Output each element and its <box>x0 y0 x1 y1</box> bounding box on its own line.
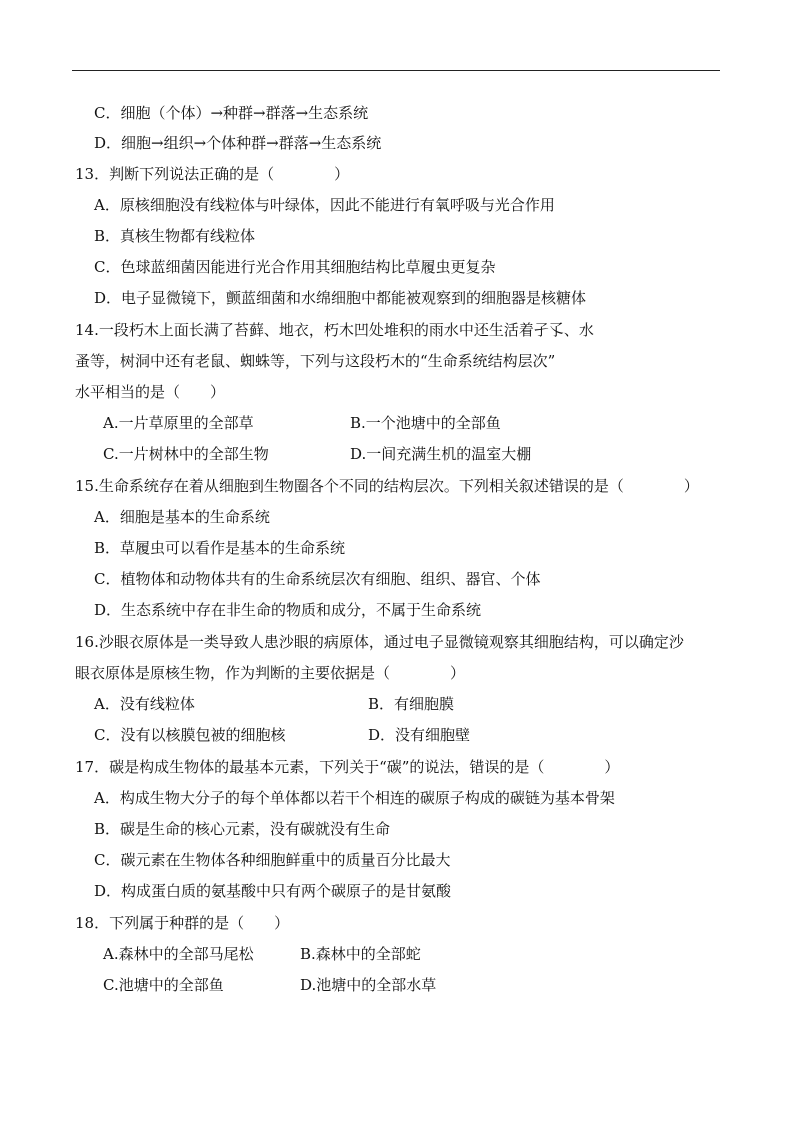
q17-option-d: D．构成蛋白质的氨基酸中只有两个碳原子的是甘氨酸 <box>94 882 452 900</box>
q16-option-d: D．没有细胞壁 <box>368 726 471 744</box>
q14-option-c: C.一片树林中的全部生物 <box>103 445 269 463</box>
q14-option-a: A.一片草原里的全部草 <box>103 414 254 432</box>
q15-option-c: C．植物体和动物体共有的生命系统层次有细胞、组织、器官、个体 <box>94 570 541 588</box>
q16-option-c: C．没有以核膜包被的细胞核 <box>94 726 286 744</box>
q16-option-a: A．没有线粒体 <box>94 695 195 713</box>
q14-option-b: B.一个池塘中的全部鱼 <box>350 414 501 432</box>
prev-option-d: D．细胞→组织→个体种群→群落→生态系统 <box>94 134 382 152</box>
q14-stem-line3: 水平相当的是（ ） <box>75 383 226 401</box>
q16-stem-line2: 眼衣原体是原核生物，作为判断的主要依据是（ ） <box>75 664 466 682</box>
q15-option-b: B．草履虫可以看作是基本的生命系统 <box>94 539 346 557</box>
q15-option-d: D．生态系统中存在非生命的物质和成分，不属于生命系统 <box>94 601 482 619</box>
q13-option-c: C．色球蓝细菌因能进行光合作用其细胞结构比草履虫更复杂 <box>94 258 496 276</box>
q14-option-d: D.一间充满生机的温室大棚 <box>350 445 532 463</box>
q17-option-c: C．碳元素在生物体各种细胞鲜重中的质量百分比最大 <box>94 851 451 869</box>
q18-option-d: D.池塘中的全部水草 <box>300 976 437 994</box>
q14-stem-line1: 14.一段朽木上面长满了苔藓、地衣，朽木凹处堆积的雨水中还生活着孑孓、水 <box>75 321 594 339</box>
q13-option-b: B．真核生物都有线粒体 <box>94 227 256 245</box>
q16-stem-line1: 16.沙眼衣原体是一类导致人患沙眼的病原体，通过电子显微镜观察其细胞结构，可以确定沙 <box>75 633 684 651</box>
q13-option-a: A．原核细胞没有线粒体与叶绿体，因此不能进行有氧呼吸与光合作用 <box>94 196 555 214</box>
q18-option-b: B.森林中的全部蛇 <box>300 945 421 963</box>
q15-stem: 15.生命系统存在着从细胞到生物圈各个不同的结构层次。下列相关叙述错误的是（ ） <box>75 477 699 495</box>
q14-stem-line2: 蚤等，树洞中还有老鼠、蜘蛛等，下列与这段朽木的“生命系统结构层次” <box>75 352 556 370</box>
q18-option-a: A.森林中的全部马尾松 <box>103 945 254 963</box>
q17-stem: 17．碳是构成生物体的最基本元素，下列关于“碳”的说法，错误的是（ ） <box>75 758 620 776</box>
q18-option-c: C.池塘中的全部鱼 <box>103 976 224 994</box>
q17-option-b: B．碳是生命的核心元素，没有碳就没有生命 <box>94 820 391 838</box>
q16-option-b: B．有细胞膜 <box>368 695 455 713</box>
header-rule <box>72 70 720 71</box>
q17-option-a: A．构成生物大分子的每个单体都以若干个相连的碳原子构成的碳链为基本骨架 <box>94 789 615 807</box>
q15-option-a: A．细胞是基本的生命系统 <box>94 508 270 526</box>
prev-option-c: C．细胞（个体）→种群→群落→生态系统 <box>94 104 369 122</box>
q18-stem: 18．下列属于种群的是（ ） <box>75 914 290 932</box>
q13-option-d: D．电子显微镜下，颤蓝细菌和水绵细胞中都能被观察到的细胞器是核糖体 <box>94 289 587 307</box>
q13-stem: 13．判断下列说法正确的是（ ） <box>75 165 350 183</box>
